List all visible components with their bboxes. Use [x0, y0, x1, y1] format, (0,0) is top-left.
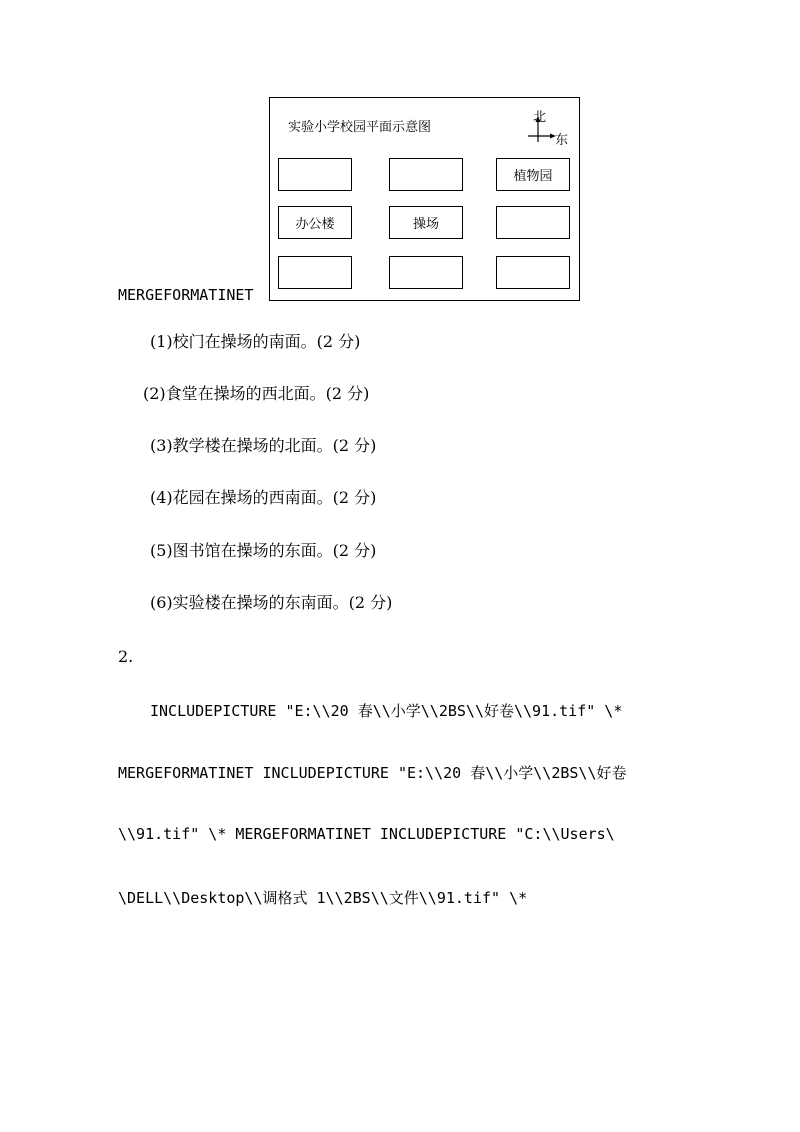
- field-code-line: INCLUDEPICTURE "E:\\20 春\\小学\\2BS\\好卷\\91.tif" \*: [150, 702, 623, 720]
- map-cell: [278, 256, 352, 289]
- answer-line: (3)教学楼在操场的北面。(2 分): [150, 436, 377, 455]
- field-code-line: MERGEFORMATINET INCLUDEPICTURE "E:\\20 春\\小学\\2BS\\好卷: [118, 764, 627, 782]
- compass-icon: [522, 108, 570, 148]
- map-cell: [278, 158, 352, 191]
- map-cell-office-building: 办公楼: [278, 206, 352, 239]
- answer-line: (2)食堂在操场的西北面。(2 分): [143, 384, 370, 403]
- field-code-text: MERGEFORMATINET: [118, 286, 254, 304]
- compass-east-label: 东: [555, 133, 569, 148]
- compass-north-label: 北: [533, 110, 547, 125]
- map-cell-playground: 操场: [389, 206, 463, 239]
- answer-line: (4)花园在操场的西南面。(2 分): [150, 488, 377, 507]
- field-code-line: \DELL\\Desktop\\调格式 1\\2BS\\文件\\91.tif" \*: [118, 889, 528, 907]
- answer-line: (6)实验楼在操场的东南面。(2 分): [150, 593, 393, 612]
- map-cell: [389, 256, 463, 289]
- map-cell: [496, 206, 570, 239]
- campus-map-diagram: [269, 97, 580, 301]
- map-cell-botanical-garden: 植物园: [496, 158, 570, 191]
- answer-line: (5)图书馆在操场的东面。(2 分): [150, 541, 377, 560]
- map-cell: [389, 158, 463, 191]
- map-title: 实验小学校园平面示意图: [288, 120, 432, 135]
- map-cell: [496, 256, 570, 289]
- field-code-line: \\91.tif" \* MERGEFORMATINET INCLUDEPICTURE "C:\\Users\: [118, 825, 615, 843]
- answer-line: (1)校门在操场的南面。(2 分): [150, 332, 361, 351]
- section-number: 2.: [118, 647, 134, 666]
